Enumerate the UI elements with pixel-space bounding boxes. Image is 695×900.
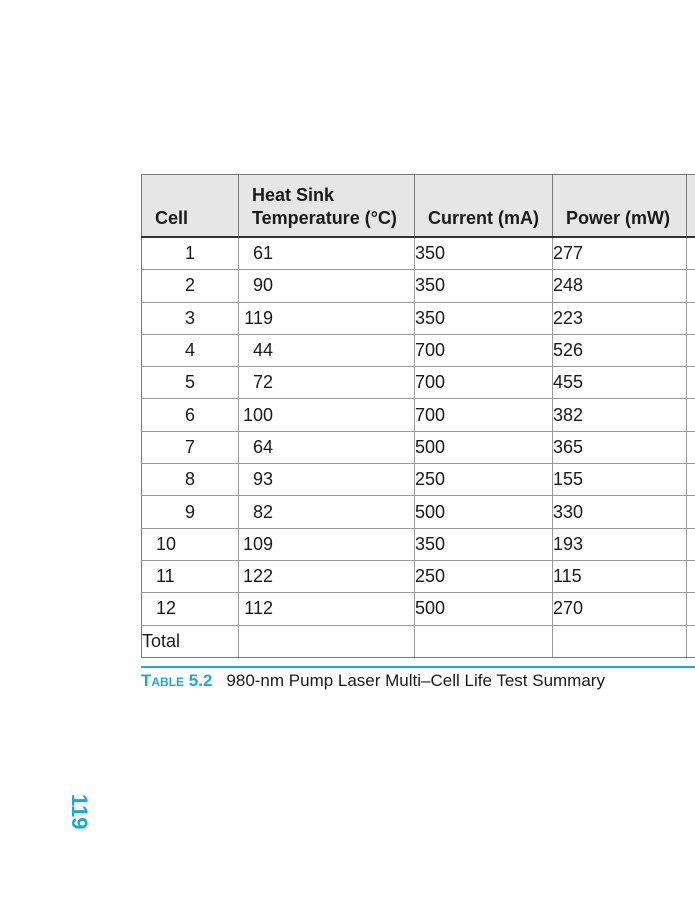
- current-value: 700: [415, 334, 553, 366]
- heat-sink-temperature-value: 93: [252, 469, 273, 490]
- heat-sink-temperature-value: 112: [244, 598, 273, 619]
- cell-id: 8: [142, 464, 239, 496]
- cell-id: 3: [142, 302, 239, 334]
- extra-value: [687, 496, 695, 528]
- header-extra: [687, 175, 695, 238]
- cell-id: 12: [142, 593, 239, 625]
- total-empty-cell: [239, 625, 415, 657]
- table-header-row: [142, 175, 695, 238]
- life-test-table: [141, 174, 695, 658]
- heat-sink-temperature-value: 61: [252, 243, 273, 264]
- table-caption: [141, 670, 695, 692]
- heat-sink-temperature: [239, 237, 415, 270]
- power-value: 155: [553, 464, 687, 496]
- table-row: [142, 334, 695, 366]
- heat-sink-temperature-value: 109: [242, 533, 273, 554]
- cell-id: 4: [142, 334, 239, 366]
- table-row: [142, 496, 695, 528]
- header-current: Current (mA): [415, 175, 553, 238]
- current-value: 350: [415, 237, 553, 270]
- power-value: 330: [553, 496, 687, 528]
- heat-sink-temperature-value: 122: [242, 566, 273, 587]
- total-empty-cell: [687, 625, 695, 657]
- extra-value: [687, 593, 695, 625]
- heat-sink-temperature-value: 90: [252, 275, 273, 296]
- extra-value: [687, 302, 695, 334]
- heat-sink-temperature: [239, 560, 415, 592]
- extra-value: [687, 334, 695, 366]
- table-row: [142, 302, 695, 334]
- current-value: 350: [415, 528, 553, 560]
- heat-sink-temperature: [239, 593, 415, 625]
- power-value: 223: [553, 302, 687, 334]
- header-heat-sink-temperature: [239, 175, 415, 238]
- heat-sink-temperature: [239, 431, 415, 463]
- heat-sink-temperature: [239, 464, 415, 496]
- current-value: 350: [415, 270, 553, 302]
- heat-sink-temperature-value: 119: [244, 307, 273, 328]
- table-row: [142, 270, 695, 302]
- cell-id: 2: [142, 270, 239, 302]
- extra-value: [687, 560, 695, 592]
- header-cell: Cell: [142, 175, 239, 238]
- table-row: [142, 464, 695, 496]
- caption-label: Table 5.2: [141, 671, 213, 690]
- cell-id: 10: [142, 528, 239, 560]
- heat-sink-temperature-value: 100: [242, 404, 273, 425]
- current-value: 500: [415, 496, 553, 528]
- power-value: 455: [553, 367, 687, 399]
- table-row: [142, 593, 695, 625]
- extra-value: [687, 367, 695, 399]
- extra-value: [687, 431, 695, 463]
- cell-id: 7: [142, 431, 239, 463]
- current-value: 700: [415, 399, 553, 431]
- heat-sink-temperature-value: 82: [252, 501, 273, 522]
- current-value: 250: [415, 464, 553, 496]
- power-value: 365: [553, 431, 687, 463]
- power-value: 382: [553, 399, 687, 431]
- current-value: 250: [415, 560, 553, 592]
- header-heat-sink-line2: Temperature (°C): [252, 208, 397, 228]
- table-row: [142, 367, 695, 399]
- table-row: [142, 528, 695, 560]
- table-row: [142, 431, 695, 463]
- power-value: 248: [553, 270, 687, 302]
- power-value: 526: [553, 334, 687, 366]
- power-value: 193: [553, 528, 687, 560]
- current-value: 500: [415, 593, 553, 625]
- total-empty-cell: [415, 625, 553, 657]
- cell-id: 1: [142, 237, 239, 270]
- total-row: [142, 625, 695, 657]
- heat-sink-temperature-value: 44: [252, 340, 273, 361]
- table-body: [142, 237, 695, 657]
- heat-sink-temperature: [239, 399, 415, 431]
- cell-id: 6: [142, 399, 239, 431]
- table-row: [142, 560, 695, 592]
- cell-id: 9: [142, 496, 239, 528]
- extra-value: [687, 270, 695, 302]
- header-heat-sink-line1: Heat Sink: [252, 185, 335, 205]
- heat-sink-temperature: [239, 270, 415, 302]
- cell-id: 5: [142, 367, 239, 399]
- extra-value: [687, 399, 695, 431]
- page-number: 119: [67, 794, 92, 830]
- current-value: 350: [415, 302, 553, 334]
- heat-sink-temperature-value: 72: [252, 372, 273, 393]
- heat-sink-temperature: [239, 496, 415, 528]
- cell-id: 11: [142, 560, 239, 592]
- life-test-table-container: [141, 174, 695, 658]
- power-value: 277: [553, 237, 687, 270]
- power-value: 270: [553, 593, 687, 625]
- total-label: Total: [142, 625, 239, 657]
- heat-sink-temperature: [239, 334, 415, 366]
- power-value: 115: [553, 560, 687, 592]
- caption-rule: [141, 666, 695, 668]
- heat-sink-temperature: [239, 302, 415, 334]
- caption-text: 980-nm Pump Laser Multi–Cell Life Test Summary: [226, 671, 605, 690]
- extra-value: [687, 528, 695, 560]
- table-row: [142, 399, 695, 431]
- heat-sink-temperature: [239, 367, 415, 399]
- heat-sink-temperature-value: 64: [252, 436, 273, 457]
- current-value: 500: [415, 431, 553, 463]
- heat-sink-temperature: [239, 528, 415, 560]
- current-value: 700: [415, 367, 553, 399]
- extra-value: [687, 237, 695, 270]
- table-row: [142, 237, 695, 270]
- header-power: Power (mW): [553, 175, 687, 238]
- extra-value: [687, 464, 695, 496]
- total-empty-cell: [553, 625, 687, 657]
